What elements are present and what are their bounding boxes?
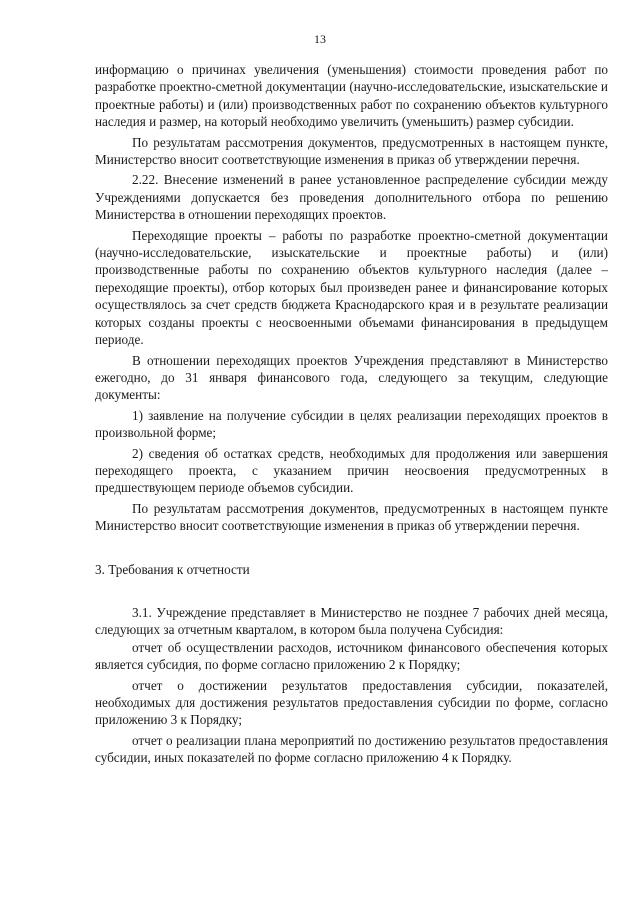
list-item: 2) сведения об остатках средств, необходимых для продолжения или завершения переходящего проекта, с указанием причин неосвоения предусмотренных в предшествующем периоде объемов субсидии. xyxy=(95,445,608,496)
document-body xyxy=(95,61,608,767)
paragraph: По результатам рассмотрения документов, предусмотренных в настоящем пункте Министерство вносит соответствующие изменения в приказ об утверждении перечня. xyxy=(95,500,608,534)
section-heading: 3. Требования к отчетности xyxy=(95,561,250,577)
paragraph-clause-2-22: 2.22. Внесение изменений в ранее установленное распределение субсидии между Учреждениями допускается без проведения дополнительного отбора по решению Министерства в отношении переходящих проектов. xyxy=(95,172,608,223)
list-item: отчет о достижении результатов предоставления субсидии, показателей, необходимых для достижения результатов предоставления субсидии по форме, согласно приложению 3 к Порядку; xyxy=(95,677,608,728)
paragraph: В отношении переходящих проектов Учреждения представляют в Министерство ежегодно, до 31 января финансового года, следующего за текущим, следующие документы: xyxy=(95,352,608,403)
list-item: 1) заявление на получение субсидии в целях реализации переходящих проектов в произвольной форме; xyxy=(95,407,608,441)
paragraph: По результатам рассмотрения документов, предусмотренных в настоящем пункте, Министерство вносит соответствующие изменения в приказ об утверждении перечня. xyxy=(95,134,608,168)
list-item: отчет об осуществлении расходов, источником финансового обеспечения которых является субсидия, по форме согласно приложению 2 к Порядку; xyxy=(95,639,608,673)
page-number: 13 xyxy=(314,32,326,46)
list-item: отчет о реализации плана мероприятий по достижению результатов предоставления субсидии, иных показателей по форме согласно приложению 4 к Порядку. xyxy=(95,732,608,766)
paragraph-definition: Переходящие проекты – работы по разработке проектно-сметной документации (научно-исследовательские, изыскательские и проектные работы) и (или) производственные работы по сохранению объектов культурного наследия (далее – переходящие проекты), отбор которых был произведен ранее и финансирование которых осуществлялось за счет средств бюджета Краснодарского края и в результате реализации которых созданы проекты с неосвоенными объемами финансирования в предыдущем периоде. xyxy=(95,227,608,348)
paragraph-continuation: информацию о причинах увеличения (уменьшения) стоимости проведения работ по разработке проектно-сметной документации (научно-исследовательские, изыскательские и проектные работы) и (или) производственных работ по сохранению объектов культурного наследия и размер, на который необходимо увеличить (уменьшить) размер субсидии. xyxy=(95,62,608,130)
paragraph-clause-3-1: 3.1. Учреждение представляет в Министерство не позднее 7 рабочих дней месяца, следующих за отчетным кварталом, в котором была получена Субсидия: xyxy=(95,604,608,638)
